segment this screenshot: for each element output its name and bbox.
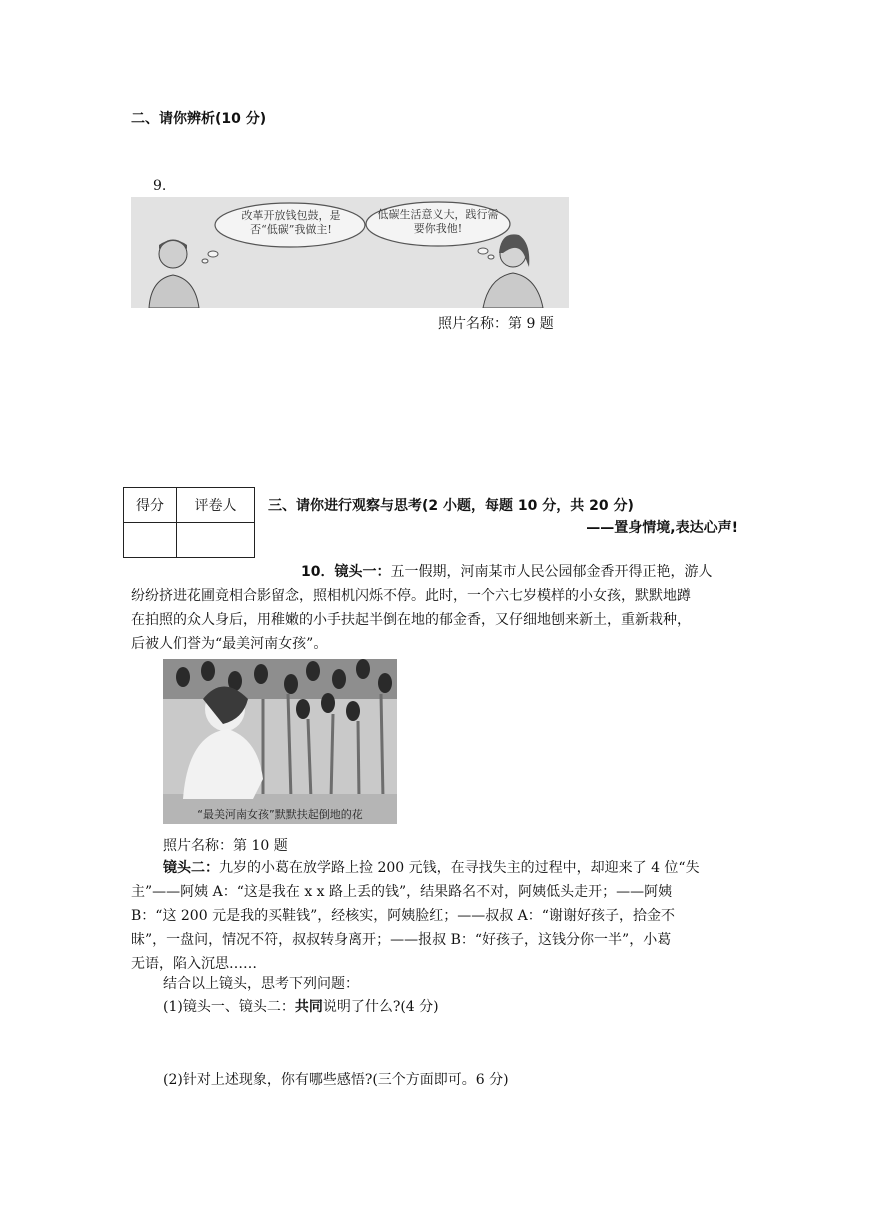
section2-title: 二、请你辨析(10 分)	[131, 111, 267, 127]
scene2-label: 镜头二：	[163, 860, 219, 876]
question-9-number: 9.	[153, 178, 167, 194]
sub-question-1-pre: (1)镜头一、镜头二：	[163, 999, 295, 1015]
cartoon-left-text: 改革开放钱包鼓，是否“低碳”我做主!	[241, 209, 341, 236]
cartoon-right-text: 低碳生活意义大，践行需要你我他!	[377, 208, 499, 235]
grader-value-cell[interactable]	[177, 523, 255, 558]
scene1-line-2: 纷纷挤进花圃竟相合影留念，照相机闪烁不停。此时，一个六七岁模样的小女孩，默默地蹲	[131, 588, 691, 604]
scene2-line-5: 无语，陷入沉思……	[131, 956, 257, 972]
score-value-cell[interactable]	[124, 523, 177, 558]
scene1-line-1: 五一假期，河南某市人民公园郁金香开得正艳，游人	[390, 564, 713, 580]
question-10-number: 10．	[301, 564, 335, 580]
scene1-label: 镜头一：	[334, 564, 391, 580]
scene1-line-4: 后被人们誉为“最美河南女孩”。	[131, 636, 328, 652]
scene2-line-2: 主”——阿姨 A：“这是我在 x x 路上丢的钱”，结果路名不对，阿姨低头走开；——阿姨	[131, 884, 673, 900]
scene2-line-4: 昧”，一盘问，情况不符，叔叔转身离开；——报叔 B：“好孩子，这钱分你一半”，小葛	[131, 932, 672, 948]
question-10-photo-overlay: “最美河南女孩”默默扶起倒地的花	[197, 808, 363, 821]
tulip-girl-illustration	[163, 659, 397, 824]
question-9-cartoon	[131, 197, 569, 308]
scene2-line-3: B：“这 200 元是我的买鞋钱”，经核实，阿姨脸红；——叔叔 A：“谢谢好孩子，拾金不	[131, 908, 675, 924]
score-table	[123, 487, 255, 558]
scene1-line-3: 在拍照的众人身后，用稚嫩的小手扶起半倒在地的郁金香，又仔细地刨来新土，重新栽种，	[131, 612, 691, 628]
score-label: 得分	[124, 488, 177, 523]
sub-question-2: (2)针对上述现象，你有哪些感悟?(三个方面即可。6 分)	[163, 1072, 509, 1088]
scene2-first-line	[163, 859, 737, 878]
question-prompt: 结合以上镜头，思考下列问题：	[163, 976, 359, 992]
question-10-photo	[163, 659, 397, 824]
section3-subtitle: ——置身情境,表达心声!	[586, 520, 738, 536]
grader-label: 评卷人	[177, 488, 255, 523]
sub-question-1-emphasis: 共同	[294, 999, 323, 1015]
section3-title: 三、请你进行观察与思考(2 小题，每题 10 分，共 20 分)	[268, 498, 634, 514]
sub-question-1-post: 说明了什么?(4 分)	[322, 999, 439, 1015]
scene1-first-line	[301, 563, 737, 582]
question-9-photo-caption: 照片名称：第 9 题	[438, 316, 554, 332]
question-10-photo-caption: 照片名称：第 10 题	[163, 838, 288, 854]
sub-question-1	[163, 998, 737, 1017]
scene2-line-1: 九岁的小葛在放学路上捡 200 元钱，在寻找失主的过程中，却迎来了 4 位“失	[219, 860, 700, 876]
